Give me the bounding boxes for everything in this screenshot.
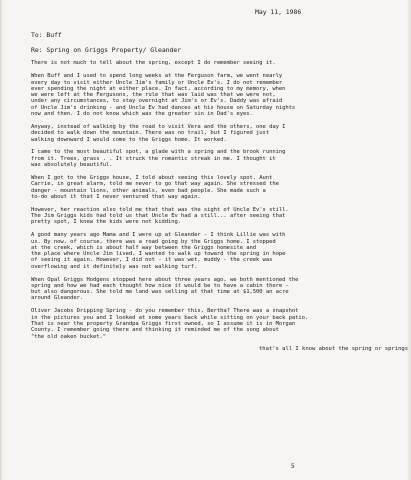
paragraph-line: under any circumstances, to stay overnight at Jim's or Ev's. Daddy was afraid <box>31 98 283 105</box>
paragraph-line: The Jim Griggs kids had told us that Uncle Ev had a still... after seeing that <box>31 213 286 220</box>
recipient-line: To: Buff <box>31 31 62 39</box>
subject-line: Re: Spring on Griggs Property/ Gleander <box>31 46 182 55</box>
paragraph-line: Carrie, in great alarm, told me never to go that way again. She stressed the <box>31 181 279 188</box>
paragraph-line: every day to visit either Uncle Jim's family or Uncle Ev's. I do not remember <box>31 79 283 86</box>
paragraph-line: Oliver Jacobs Dripping Spring - do you remember this, Bertha? There was a snapshot <box>31 308 299 315</box>
paragraph-line: of seeing it again. However, I did not - it was wet, muddy - the creek was <box>31 257 273 264</box>
letter-paragraph <box>31 175 402 200</box>
paragraph-line: "the old oaken bucket." <box>31 333 107 340</box>
paragraph-line: County. I remember going there and thinking it reminded me of the song about <box>31 327 279 334</box>
paragraph-line: danger - mountain lions, other animals, even bad people. She made such a <box>31 187 266 194</box>
paragraph-line: However, her reaction also told me that that was the sight of Uncle Ev's still. <box>31 206 289 213</box>
letter-paragraph <box>31 207 402 226</box>
letter-paragraph <box>31 308 402 339</box>
paragraph-line: A good many years ago Mama and I were up at Gleander - I think Lillie was with <box>31 232 286 239</box>
letter-date: May 11, 1986 <box>255 8 302 16</box>
paragraph-line: That is near the property Grandpa Griggs first owned, so I assume it is in Morgan <box>31 320 296 327</box>
paragraph-line: decided to walk down the mountain. There was no trail, but I figured just <box>31 130 270 137</box>
letter-paragraph <box>31 60 402 66</box>
paragraph-line: at the creek, which is about half way between the Griggs homesite and <box>31 244 257 251</box>
paragraph-line: When Buff and I used to spend long weeks at the Ferguson farm, we went nearly <box>31 73 283 80</box>
paragraph-line: When Opal Griggs Hodgens stopped here about three years ago, we both mentioned the <box>31 276 299 283</box>
letter-paragraph <box>31 124 402 143</box>
paragraph-line: was absolutely beautiful. <box>31 162 113 169</box>
paragraph-line: but also dangerous. She told me land was selling at that time at $1,500 an acre <box>31 289 289 296</box>
paragraph-line: from it. Trees, grass . . It struck the romantic streak in me. I thought it <box>31 155 276 162</box>
page-number: 5 <box>291 463 295 470</box>
paragraph-line: of Uncle Jim's drinking - and Uncle Ev had dances at his house on Saturday nights <box>31 104 296 111</box>
paragraph-line: Anyway, instead of walking by the road to visit Vera and the others, one day I <box>31 123 286 130</box>
paragraph-line: overflowing and it definitely was not walking turf. <box>31 263 198 270</box>
letter-paragraph <box>31 277 402 302</box>
paragraph-line: spring and how we had each thought how nice it would be to have a cabin there - <box>31 282 289 289</box>
paragraph-line: us. By now, of course, there was a road going by the Griggs home. I stopped <box>31 238 276 245</box>
paragraph-line: I came to the most beautiful spot, a glade with a spring and the brook running <box>31 149 286 156</box>
paragraph-line: to-do about it that I never ventured that way again. <box>31 193 201 200</box>
letter-paragraph <box>31 149 402 168</box>
paragraph-line: the place where Uncle Jim lived. I wanted to walk up toward the spring in hope <box>31 251 286 258</box>
letter-paragraph <box>31 232 402 270</box>
paragraph-line: There is not much to tell about the spring, except I do remember seeing it. <box>31 60 276 67</box>
paragraph-line: we were left at the Fergusons, the rule that was laid was that we were not, <box>31 92 276 99</box>
paragraph-line: walking downward I would come to the Griggs home. It worked. <box>31 136 227 143</box>
closing-line: that's all I know about the spring or springs <box>259 346 409 353</box>
letter-body <box>31 60 402 339</box>
paragraph-line: now and then. I do not know which was the greater sin in Dad's eyes. <box>31 111 253 118</box>
paragraph-line: around Gleander. <box>31 295 84 302</box>
letter-paragraph <box>31 73 402 117</box>
paragraph-line: ever spending the night at either place. In fact, according to my memory, when <box>31 85 286 92</box>
paragraph-line: pretty spot, I knew the kids were not kidding. <box>31 219 182 226</box>
paragraph-line: in the pictures you and I looked at some years back while sitting on your back patio. <box>31 314 309 321</box>
paragraph-line: When I got to the Griggs house, I told about seeing this lovely spot. Aunt <box>31 174 273 181</box>
